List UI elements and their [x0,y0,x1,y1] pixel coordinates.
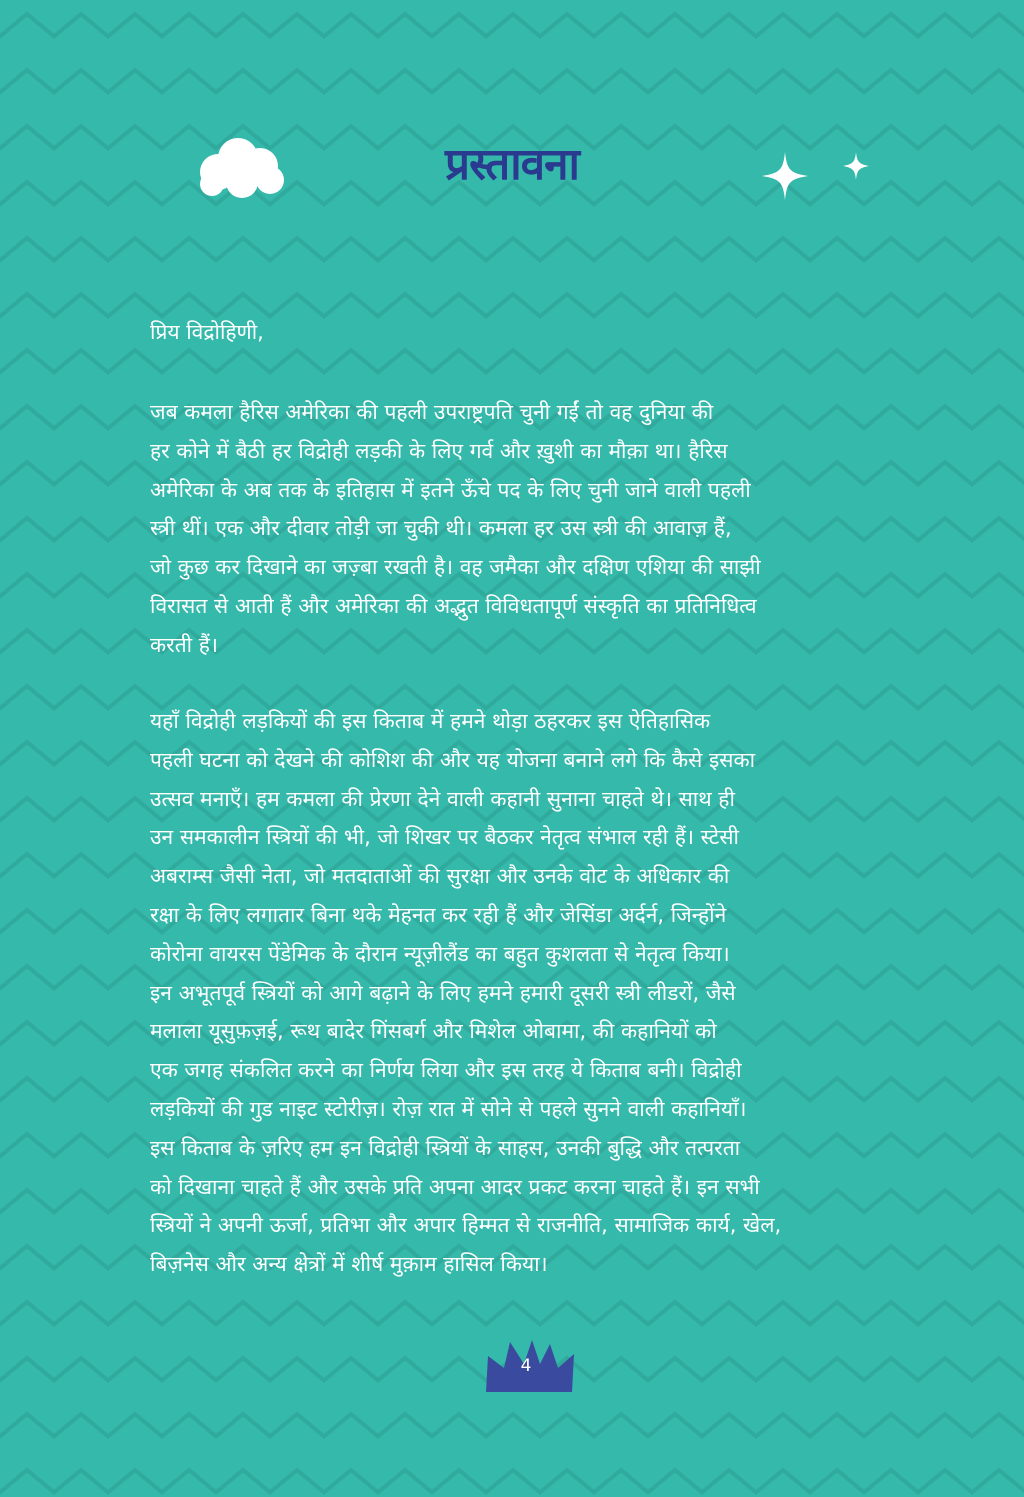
text-line: रक्षा के लिए लगातार बिना थके मेहनत कर रही हैं और जेसिंडा अर्दर्न, जिन्होंने [150,902,727,927]
text-line: मलाला यूसुफ़ज़ई, रूथ बादेर गिंसबर्ग और मिशेल ओबामा, की कहानियों को [150,1019,717,1044]
paragraph-intro [150,393,940,665]
text-line: स्त्री थीं। एक और दीवार तोड़ी जा चुकी थी। कमला हर उस स्त्री की आवाज़ हैं, [150,516,732,541]
text-line: स्त्रियों ने अपनी ऊर्जा, प्रतिभा और अपार हिम्मत से राजनीति, सामाजिक कार्य, खेल, [150,1213,782,1238]
text-line: पहली घटना को देखने की कोशिश की और यह योजना बनाने लगे कि कैसे इसका [150,747,756,772]
text-line: उन समकालीन स्त्रियों की भी, जो शिखर पर बैठकर नेतृत्व संभाल रही हैं। स्टेसी [150,825,739,850]
sparkle-icon [762,152,808,200]
text-line: उत्सव मनाएँ। हम कमला की प्रेरणा देने वाली कहानी सुनाना चाहते थे। साथ ही [150,786,735,811]
text-line: हर कोने में बैठी हर विद्रोही लड़की के लिए गर्व और ख़ुशी का मौक़ा था। हैरिस [150,438,728,463]
text-line: एक जगह संकलित करने का निर्णय लिया और इस तरह ये किताब बनी। विद्रोही [150,1058,742,1083]
text-line: बिज़नेस और अन्य क्षेत्रों में शीर्ष मुक़ाम हासिल किया। [150,1252,548,1277]
sparkle-icon [843,152,869,180]
text-line: लड़कियों की गुड नाइट स्टोरीज़। रोज़ रात में सोने से पहले सुनने वाली कहानियाँ। [150,1096,747,1121]
paragraph-body [150,702,940,1284]
text-line: अबराम्स जैसी नेता, जो मतदाताओं की सुरक्षा और उनके वोट के अधिकार की [150,864,730,889]
text-line: इस किताब के ज़रिए हम इन विद्रोही स्त्रियों के साहस, उनकी बुद्धि और तत्परता [150,1135,741,1160]
text-line: विरासत से आती हैं और अमेरिका की अद्भुत विविधतापूर्ण संस्कृति का प्रतिनिधित्व [150,593,757,618]
page-number: 4 [520,1356,532,1376]
salutation: प्रिय विद्रोहिणी, [150,320,264,344]
text-line: कोरोना वायरस पेंडेमिक के दौरान न्यूज़ीलैंड का बहुत कुशलता से नेतृत्व किया। [150,941,730,966]
text-line: जो कुछ कर दिखाने का जज़्बा रखती है। वह जमैका और दक्षिण एशिया की साझी [150,555,761,580]
text-line: करती हैं। [150,632,218,657]
text-line: यहाँ विद्रोही लड़कियों की इस किताब में हमने थोड़ा ठहरकर इस ऐतिहासिक [150,709,711,733]
text-line: इन अभूतपूर्व स्त्रियों को आगे बढ़ाने के लिए हमने हमारी दूसरी स्त्री लीडरों, जैसे [150,980,736,1005]
text-line: को दिखाना चाहते हैं और उसके प्रति अपना आदर प्रकट करना चाहते हैं। इन सभी [150,1174,760,1199]
text-line: जब कमला हैरिस अमेरिका की पहली उपराष्ट्रपति चुनी गईं तो वह दुनिया की [150,400,714,424]
page-title: प्रस्तावना [445,139,579,190]
text-line: अमेरिका के अब तक के इतिहास में इतने ऊँचे पद के लिए चुनी जाने वाली पहली [150,477,751,502]
